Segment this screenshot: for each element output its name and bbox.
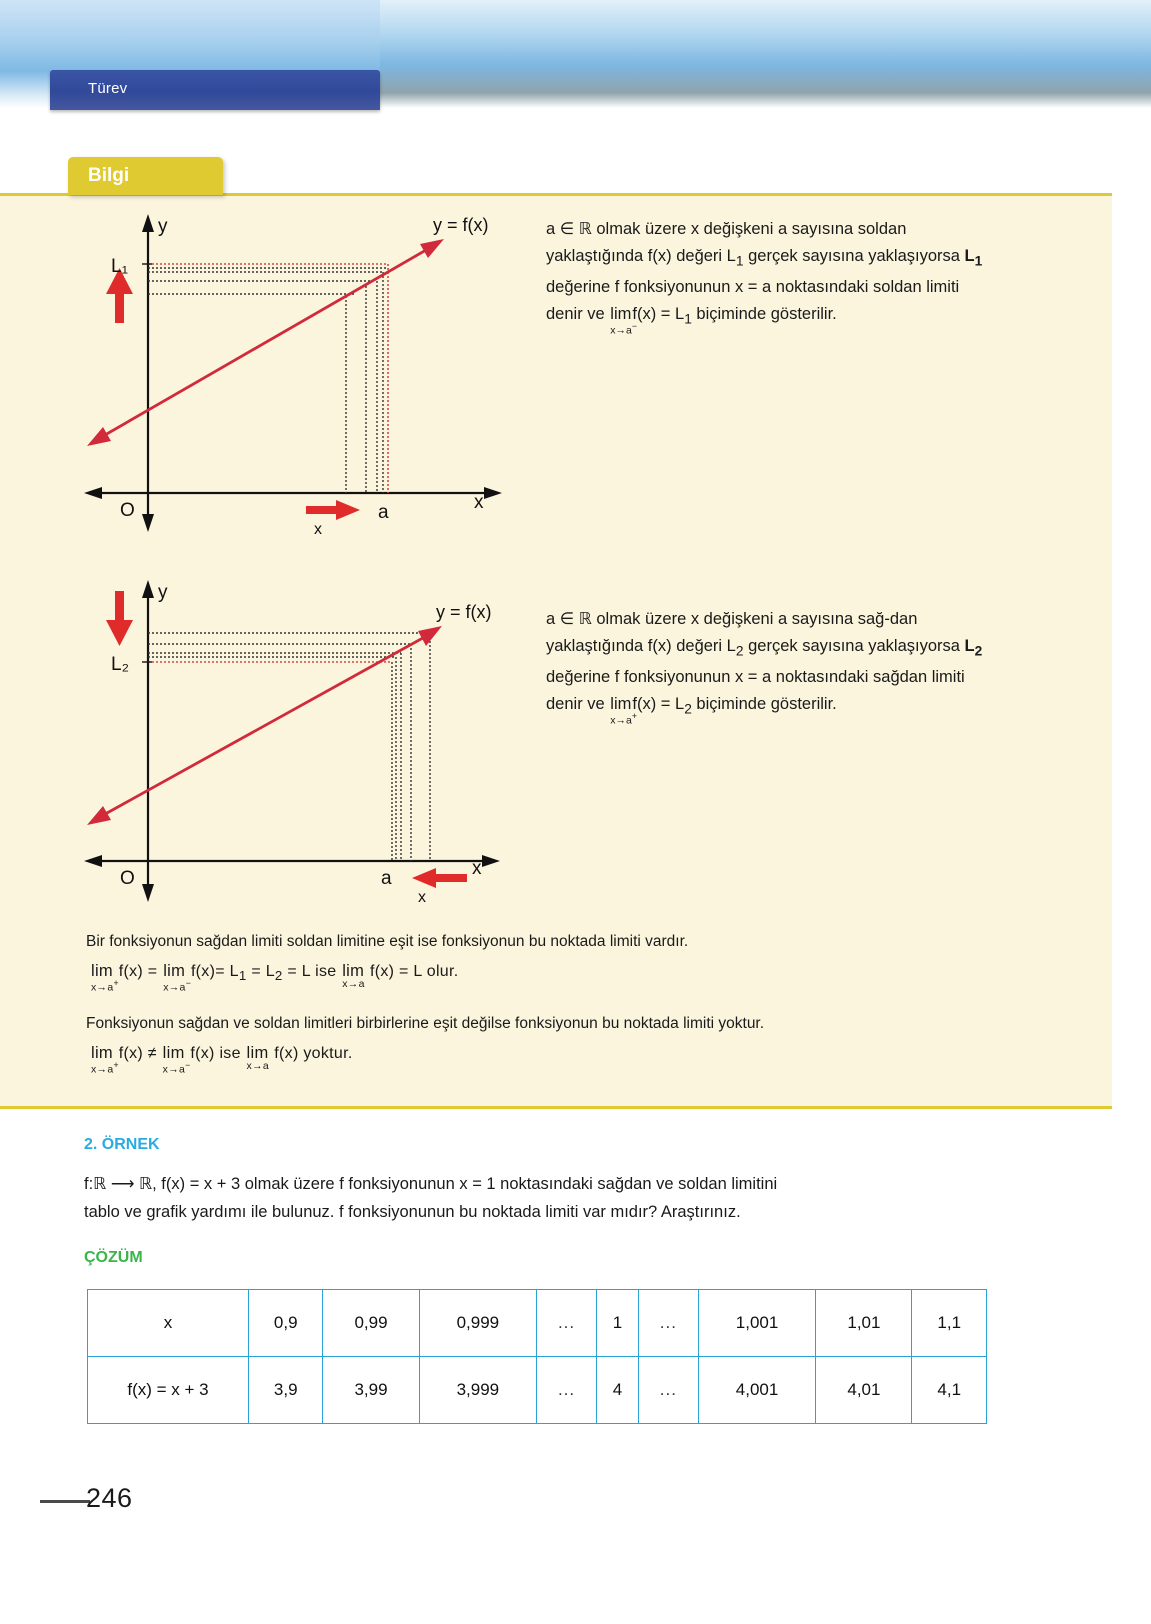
function-arrow-lower: [87, 427, 111, 446]
limit-exists-statement: [86, 930, 1046, 994]
left-limit-diagram: [78, 206, 528, 536]
limit-operator-subscript: [610, 711, 638, 727]
table-cell: 0,9: [249, 1290, 323, 1357]
approach-x-label: x: [314, 521, 322, 536]
limit-exists-text: Bir fonksiyonun sağdan limiti soldan limitine eşit ise fonksiyonun bu noktada limiti vardır.: [86, 933, 689, 950]
formula2-f2: f(x): [190, 1045, 215, 1062]
par2-bold-sub: 2: [974, 643, 983, 659]
par2-seg2: gerçek sayısına yaklaşıyorsa: [743, 637, 965, 655]
bilgi-tab: [68, 157, 223, 195]
par2-seg1: a ∈ ℝ olmak üzere x değişkeni a sayısına sağ-dan yaklaştığında f(x) değeri L: [546, 610, 918, 655]
formula1-f3: f(x): [369, 963, 395, 980]
example-title: 2. ÖRNEK: [84, 1136, 160, 1153]
lim-sub: [163, 978, 192, 994]
limit-operator-left: [610, 305, 638, 337]
x-axis-label: x: [472, 858, 482, 879]
limit-not-exists-formula: [90, 1042, 1046, 1076]
table-row: [88, 1290, 987, 1357]
par1-seg4: f(x) = L: [632, 305, 685, 324]
formula1-tail4: = L olur.: [399, 963, 459, 980]
lim-main: lim: [163, 962, 186, 980]
example-text-line-1: f:ℝ ⟶ ℝ, f(x) = x + 3 olmak üzere f fonksiyonunun x = 1 noktasındaki sağdan ve soldan limitini: [84, 1175, 778, 1193]
lim-sub-text: x→a: [246, 1060, 270, 1072]
lim-sub-text: x→a: [91, 981, 114, 994]
table-cell: 0,99: [323, 1290, 419, 1357]
par1-seg5: biçiminde gösterilir.: [691, 305, 837, 324]
par1-seg1: a ∈ ℝ olmak üzere x değişkeni a sayısına soldan yaklaştığında f(x) değeri L: [546, 220, 907, 265]
table-body: [88, 1290, 987, 1424]
bilgi-tab-label: Bilgi: [88, 165, 130, 186]
formula1-tail2: = L: [251, 963, 275, 980]
origin-label: O: [120, 868, 135, 889]
formula1-tailsub2: 2: [274, 968, 283, 984]
lim-sub-sign: −: [185, 1060, 191, 1070]
x-axis-label: x: [474, 492, 484, 513]
lim-sub-text: x→a: [91, 1063, 114, 1076]
left-approach-arrow-horizontal: [306, 500, 360, 520]
y-axis-label: y: [158, 216, 168, 237]
table-cell: 4,1: [912, 1357, 987, 1424]
par1-sub1: 1: [735, 253, 744, 269]
limit-not-exists-text: Fonksiyonun sağdan ve soldan limitleri birbirlerine eşit değilse fonksiyonun bu noktada limiti yoktur.: [86, 1015, 765, 1032]
table-cell: ...: [639, 1357, 699, 1424]
limit-operator-main: lim: [610, 695, 632, 714]
limit-not-exists-statement: [86, 1012, 1046, 1076]
y-axis-arrow-down: [142, 514, 154, 532]
right-limit-figure: [78, 556, 528, 911]
lim-sub: [342, 979, 364, 990]
lim-sub-text: x→a: [342, 978, 365, 990]
table-row: [88, 1357, 987, 1424]
formula1-tail1: = L: [215, 963, 239, 980]
par2-seg3: değerine f fonksiyonunun x = a noktasındaki sağdan limiti denir ve: [546, 668, 965, 714]
row-label: f(x) = x + 3: [88, 1357, 249, 1424]
example-text: [84, 1170, 984, 1226]
lim-sub: [91, 978, 119, 994]
table-cell: 3,9: [249, 1357, 323, 1424]
par1-seg2: gerçek sayısına yaklaşıyorsa: [743, 247, 965, 265]
formula1-tail3: = L ise: [287, 963, 342, 980]
table-cell: 1,001: [698, 1290, 816, 1357]
limit-operator-main: lim: [610, 305, 632, 324]
y-axis-label: y: [158, 582, 168, 603]
x-axis-arrow-left: [84, 855, 102, 867]
formula1-rel1: =: [147, 963, 158, 980]
left-limit-figure: [78, 206, 528, 541]
lim-main: lim: [91, 1044, 113, 1062]
right-limit-diagram: [78, 556, 528, 906]
formula2-lim-left: [162, 1044, 191, 1076]
x-axis-arrow-right: [482, 855, 500, 867]
limit-value-label: L₂: [111, 654, 129, 675]
par1-bold-L: L: [964, 247, 975, 265]
formula1-f1: f(x): [118, 963, 144, 980]
formula1-lim-two-sided: [342, 962, 365, 990]
chapter-tab-label: Türev: [88, 80, 128, 97]
lim-sub-text: x→a: [162, 1063, 186, 1076]
table-cell: ...: [537, 1290, 597, 1357]
formula2-f1: f(x): [118, 1045, 144, 1062]
page-number: 246: [86, 1483, 133, 1513]
par1-seg3: değerine f fonksiyonunun x = a noktasındaki soldan limiti denir ve: [546, 278, 960, 324]
formula1-lim-right: [91, 962, 119, 994]
table-cell: 3,999: [419, 1357, 537, 1424]
formula1-lim-left: [163, 962, 192, 994]
limit-sub-sign: +: [631, 711, 638, 722]
right-limit-explanation: [546, 606, 998, 727]
lim-sub-text: x→a: [163, 981, 186, 994]
par2-sub1: 2: [735, 643, 744, 659]
formula2-f3: f(x): [274, 1045, 299, 1062]
x-axis-arrow-right: [484, 487, 502, 499]
limit-operator-subscript: [610, 321, 638, 337]
right-approach-arrow-vertical: [106, 591, 133, 646]
table-cell: 1: [596, 1290, 638, 1357]
limit-sub-sign: −: [631, 321, 638, 332]
table-cell: 4: [596, 1357, 638, 1424]
right-approach-arrow-horizontal: [412, 868, 467, 888]
y-axis-arrow-up: [142, 580, 154, 598]
formula1-f2: f(x): [190, 963, 216, 980]
y-axis-arrow-down: [142, 884, 154, 902]
formula2-tail2: yoktur.: [303, 1045, 353, 1062]
par2-bold-L: L: [964, 637, 975, 655]
row-label: x: [88, 1290, 249, 1357]
y-axis-arrow-up: [142, 214, 154, 232]
lim-main: lim: [342, 962, 365, 980]
table-cell: ...: [639, 1290, 699, 1357]
lim-main: lim: [246, 1044, 269, 1062]
function-arrow-lower: [87, 806, 111, 825]
point-a-label: a: [378, 502, 389, 523]
limit-sub-text: x→a: [610, 714, 632, 727]
example-text-line-2: tablo ve grafik yardımı ile bulunuz. f fonksiyonunun bu noktada limiti var mıdır? Araştırınız.: [84, 1203, 741, 1221]
table-cell: 3,99: [323, 1357, 419, 1424]
formula2-lim-right: [91, 1044, 119, 1076]
curve-label: y = f(x): [433, 215, 489, 235]
curve-label: y = f(x): [436, 602, 492, 622]
function-arrow-upper: [420, 239, 444, 258]
limit-sub-text: x→a: [610, 324, 632, 337]
limit-values-table: [87, 1289, 987, 1424]
formula2-lim-two-sided: [246, 1044, 270, 1072]
x-axis-arrow-left: [84, 487, 102, 499]
footer-rule: [40, 1500, 90, 1503]
left-limit-explanation: [546, 216, 998, 337]
formula1-tailsub1: 1: [238, 968, 247, 984]
table-cell: 1,1: [912, 1290, 987, 1357]
par1-bold-sub: 1: [974, 253, 983, 269]
lim-sub-sign: +: [113, 1060, 119, 1070]
point-a-label: a: [381, 868, 392, 889]
lim-main: lim: [91, 962, 113, 980]
par1-sub2: 1: [684, 311, 692, 327]
par2-seg4: f(x) = L: [632, 695, 685, 714]
lim-main: lim: [162, 1044, 185, 1062]
table-cell: 4,001: [698, 1357, 816, 1424]
solution-title: ÇÖZÜM: [84, 1249, 143, 1266]
lim-sub-sign: +: [113, 978, 119, 988]
formula2-tail1: ise: [219, 1045, 246, 1062]
table-cell: 1,01: [816, 1290, 912, 1357]
lim-sub: [162, 1060, 191, 1076]
par2-sub2: 2: [684, 701, 692, 717]
approach-x-label: x: [418, 889, 426, 906]
lim-sub-sign: −: [185, 978, 192, 988]
header-band-right-gradient: [380, 0, 1151, 108]
limit-exists-formula: [90, 960, 1046, 994]
chapter-tab: [50, 70, 380, 110]
limit-value-label: L₁: [111, 256, 128, 277]
lim-sub: [91, 1060, 119, 1076]
table-cell: ...: [537, 1357, 597, 1424]
origin-label: O: [120, 500, 135, 521]
lim-sub: [247, 1061, 269, 1072]
par2-seg5: biçiminde gösterilir.: [691, 695, 837, 714]
table-cell: 4,01: [816, 1357, 912, 1424]
table-cell: 0,999: [419, 1290, 537, 1357]
limit-operator-right: [610, 695, 638, 727]
page-header-band: [0, 0, 1151, 108]
formula2-rel1: ≠: [147, 1045, 157, 1062]
